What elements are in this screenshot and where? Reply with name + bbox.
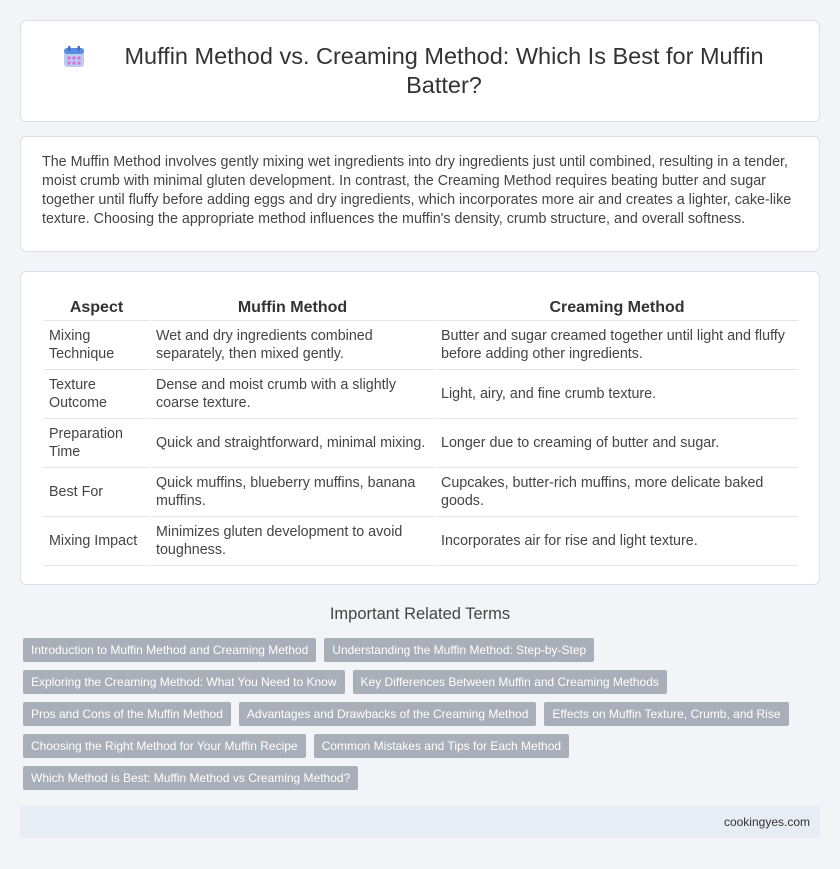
tag-row <box>23 766 823 790</box>
cell-creaming: Longer due to creaming of butter and sugar. <box>436 419 798 468</box>
cell-muffin: Quick and straightforward, minimal mixing. <box>151 419 434 468</box>
related-term-link[interactable]: Exploring the Creaming Method: What You Need to Know <box>23 670 345 694</box>
header-card <box>20 20 820 122</box>
intro-card <box>20 136 820 252</box>
related-term-link[interactable]: Introduction to Muffin Method and Creaming Method <box>23 638 316 662</box>
table-row <box>44 468 798 517</box>
header-creaming-method: Creaming Method <box>436 292 798 321</box>
tag-row <box>23 670 823 694</box>
cell-muffin: Minimizes gluten development to avoid toughness. <box>151 517 434 566</box>
related-term-link[interactable]: Effects on Muffin Texture, Crumb, and Rise <box>544 702 788 726</box>
related-term-link[interactable]: Which Method is Best: Muffin Method vs Creaming Method? <box>23 766 358 790</box>
related-term-link[interactable]: Common Mistakes and Tips for Each Method <box>314 734 569 758</box>
related-term-link[interactable]: Understanding the Muffin Method: Step-by-Step <box>324 638 594 662</box>
cell-aspect: Mixing Technique <box>44 321 149 370</box>
cell-creaming: Cupcakes, butter-rich muffins, more delicate baked goods. <box>436 468 798 517</box>
comparison-table <box>42 292 800 566</box>
page-title: Muffin Method vs. Creaming Method: Which Is Best for Muffin Batter? <box>124 43 764 98</box>
cell-aspect: Preparation Time <box>44 419 149 468</box>
related-term-link[interactable]: Advantages and Drawbacks of the Creaming Method <box>239 702 537 726</box>
comparison-card <box>20 271 820 585</box>
related-term-link[interactable]: Key Differences Between Muffin and Creaming Methods <box>353 670 667 694</box>
intro-text: The Muffin Method involves gently mixing wet ingredients into dry ingredients just until combined, resulting in a tender, moist crumb with minimal gluten development. In contrast, the Creaming Method requires beating butter and sugar together until fluffy before adding eggs and dry ingredients, which incorporates more air and creates a lighter, cake-like texture. Choosing the appropriate method influences the muffin's density, crumb structure, and overall softness. <box>42 154 792 227</box>
tag-row <box>23 734 823 758</box>
footer-site-link[interactable]: cookingyes.com <box>723 815 810 829</box>
related-terms-list <box>23 638 823 798</box>
cell-creaming: Butter and sugar creamed together until light and fluffy before adding other ingredients. <box>436 321 798 370</box>
related-term-link[interactable]: Choosing the Right Method for Your Muffin Recipe <box>23 734 306 758</box>
calendar-icon <box>61 42 109 75</box>
footer <box>20 806 820 838</box>
table-header-row <box>44 292 798 321</box>
header-muffin-method: Muffin Method <box>151 292 434 321</box>
related-terms-title: Important Related Terms <box>329 605 511 623</box>
cell-creaming: Light, airy, and fine crumb texture. <box>436 370 798 419</box>
related-term-link[interactable]: Pros and Cons of the Muffin Method <box>23 702 231 726</box>
table-row <box>44 419 798 468</box>
cell-aspect: Texture Outcome <box>44 370 149 419</box>
tag-row <box>23 638 823 662</box>
table-row <box>44 517 798 566</box>
tag-row <box>23 702 823 726</box>
cell-aspect: Mixing Impact <box>44 517 149 566</box>
cell-creaming: Incorporates air for rise and light texture. <box>436 517 798 566</box>
table-row <box>44 370 798 419</box>
cell-aspect: Best For <box>44 468 149 517</box>
header-aspect: Aspect <box>44 292 149 321</box>
cell-muffin: Wet and dry ingredients combined separately, then mixed gently. <box>151 321 434 370</box>
cell-muffin: Quick muffins, blueberry muffins, banana muffins. <box>151 468 434 517</box>
table-row <box>44 321 798 370</box>
cell-muffin: Dense and moist crumb with a slightly coarse texture. <box>151 370 434 419</box>
